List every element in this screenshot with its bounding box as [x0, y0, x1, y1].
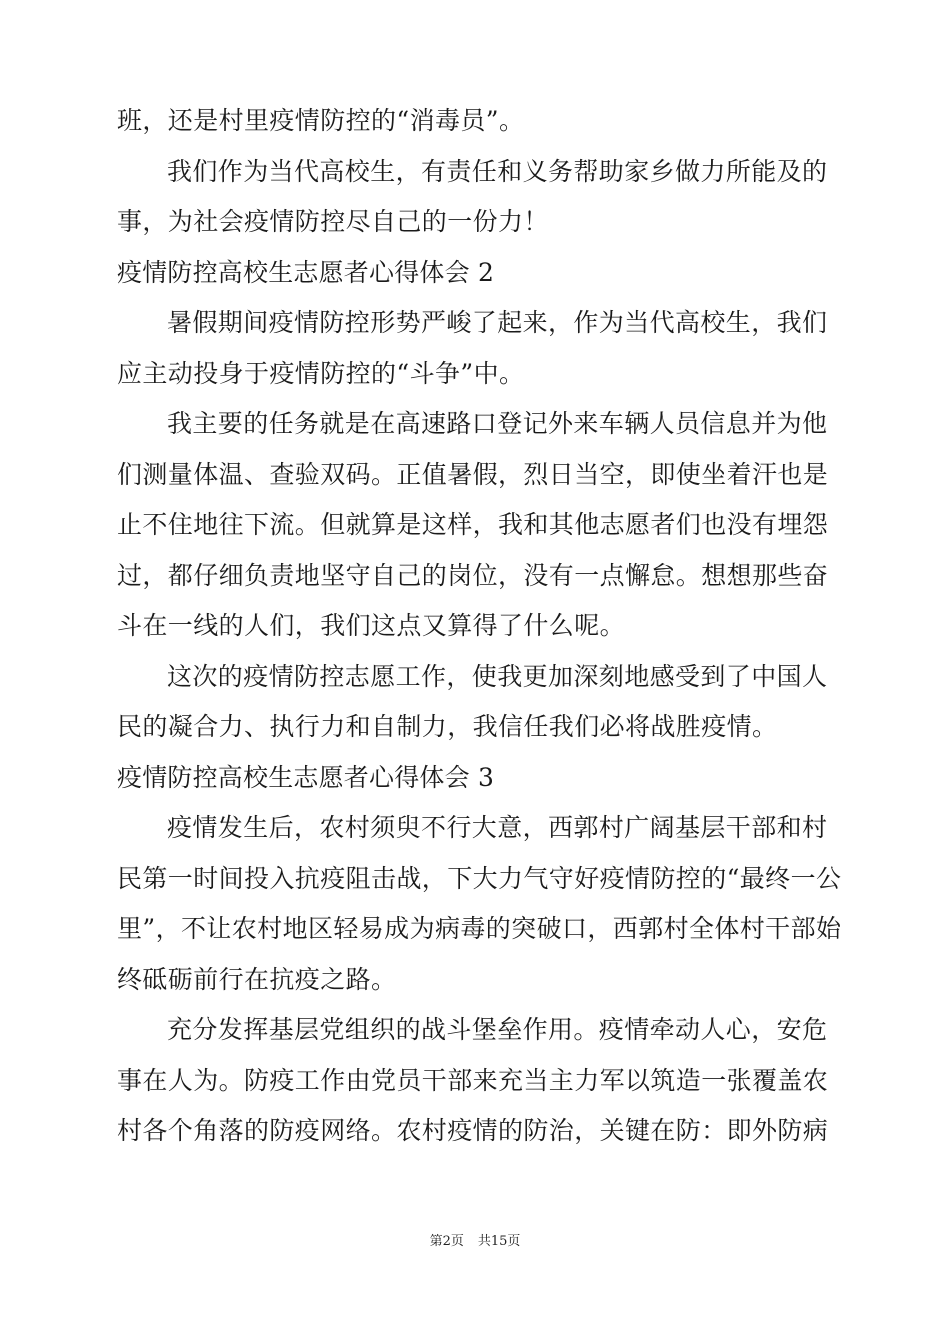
paragraph-line: 民第一时间投入抗疫阻击战，下大力气守好疫情防控的“最终一公: [117, 863, 842, 893]
paragraph-line: 事，为社会疫情防控尽自己的一份力！: [117, 207, 549, 236]
paragraph-line: 暑假期间疫情防控形势严峻了起来，作为当代高校生，我们: [167, 308, 828, 337]
page-number: 第2页: [429, 1234, 464, 1249]
paragraph-line: 终砥砺前行在抗疫之路。: [117, 964, 397, 994]
section-heading: 疫情防控高校生志愿者心得体会 2: [117, 257, 495, 287]
paragraph-line: 斗在一线的人们，我们这点又算得了什么呢。: [117, 611, 626, 640]
paragraph-line: 班，还是村里疫情防控的“消毒员”。: [117, 106, 525, 135]
paragraph-line: 这次的疫情防控志愿工作，使我更加深刻地感受到了中国人: [167, 661, 828, 691]
paragraph-line: 我们作为当代高校生，有责任和义务帮助家乡做力所能及的: [167, 156, 828, 186]
paragraph-line: 村各个角落的防疫网络。农村疫情的防治，关键在防：即外防病: [117, 1116, 829, 1145]
paragraph-line: 事在人为。防疫工作由党员干部来充当主力军以筑造一张覆盖农: [117, 1065, 829, 1095]
paragraph-line: 止不住地往下流。但就算是这样，我和其他志愿者们也没有埋怨: [117, 510, 829, 539]
paragraph-line: 民的凝合力、执行力和自制力，我信任我们必将战胜疫情。: [117, 712, 778, 741]
paragraph-line: 过，都仔细负责地坚守自己的岗位，没有一点懈怠。想想那些奋: [117, 560, 829, 590]
paragraph-line: 我主要的任务就是在高速路口登记外来车辆人员信息并为他: [167, 409, 828, 438]
paragraph-line: 疫情发生后，农村须臾不行大意，西郭村广阔基层干部和村: [167, 813, 828, 842]
paragraph-line: 应主动投身于疫情防控的“斗争”中。: [117, 358, 525, 388]
document-body: [117, 96, 842, 1157]
section-heading: 疫情防控高校生志愿者心得体会 3: [117, 762, 495, 792]
paragraph-line: 们测量体温、查验双码。正值暑假，烈日当空，即使坐着汗也是: [117, 459, 829, 489]
paragraph-line: 充分发挥基层党组织的战斗堡垒作用。疫情牵动人心，安危: [167, 1015, 828, 1044]
paragraph-line: 里”，不让农村地区轻易成为病毒的突破口，西郭村全体村干部始: [117, 914, 842, 943]
page-total: 共15页: [477, 1234, 521, 1249]
page-footer: [0, 1233, 950, 1251]
